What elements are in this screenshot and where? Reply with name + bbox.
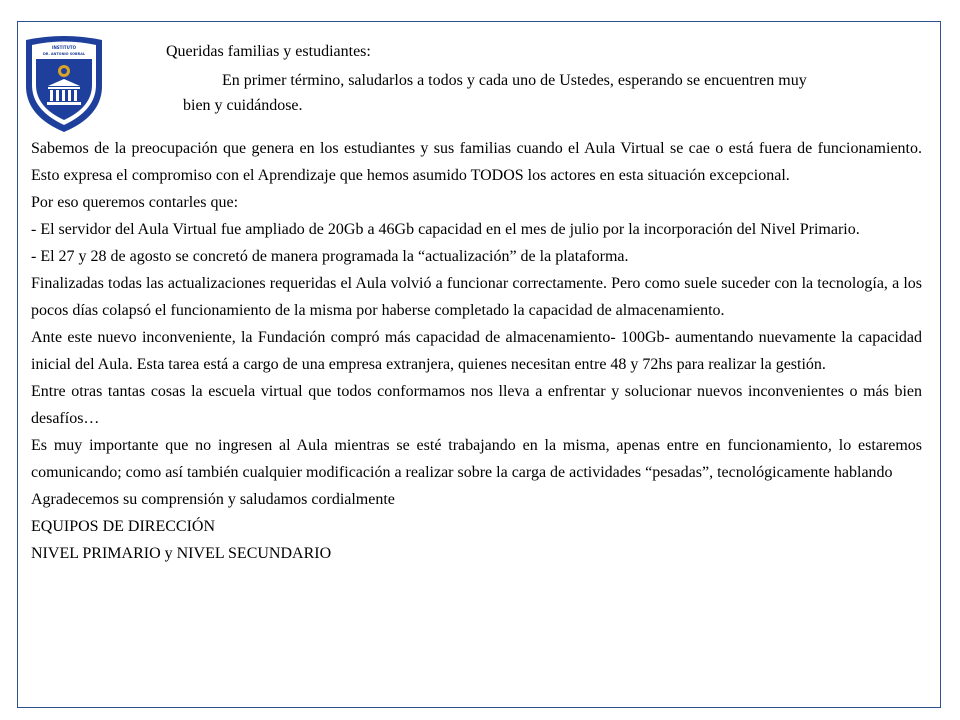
paragraph-intro-list: Por eso queremos contarles que: <box>31 194 239 211</box>
letter-intro-line2: bien y cuidándose. <box>183 97 303 114</box>
letter-greeting: Queridas familias y estudiantes: <box>166 43 371 60</box>
letter-closing: Agradecemos su comprensión y saludamos cordialmente <box>31 491 395 508</box>
signature-line2: NIVEL PRIMARIO y NIVEL SECUNDARIO <box>31 545 332 562</box>
paragraph-challenges: Entre otras tantas cosas la escuela virtual que todos conformamos nos lleva a enfrentar y solucionar nuevos inconvenientes o más bien desafíos… <box>31 383 922 427</box>
letter-intro-line1: En primer término, saludarlos a todos y cada uno de Ustedes, esperando se encuentren muy <box>222 72 807 89</box>
paragraph-collapse: Finalizadas todas las actualizaciones requeridas el Aula volvió a funcionar correctamente. Pero como suele suceder con la tecnología, a los pocos días colapsó el funcionamiento de la misma por haberse completado la capacidad de almacenamiento. <box>31 275 922 319</box>
school-crest-logo <box>21 34 107 134</box>
paragraph-storage: Ante este nuevo inconveniente, la Fundación compró más capacidad de almacenamiento- 100Gb- aumentando nuevamente la capacidad inicial del Aula. Esta tarea está a cargo de una empresa extranjera, quienes necesitan entre 48 y 72hs para realizar la gestión. <box>31 329 922 373</box>
paragraph-warning: Es muy importante que no ingresen al Aula mientras se esté trabajando en la misma, apenas entre en funcionamiento, lo estaremos comunicando; como así también cualquier modificación a realizar sobre la carga de actividades “pesadas”, tecnológicamente hablando <box>31 437 922 481</box>
logo-line2: DR. ANTONIO SOBRAL <box>42 52 86 56</box>
list-item-update: - El 27 y 28 de agosto se concretó de manera programada la “actualización” de la plataforma. <box>31 248 629 265</box>
paragraph-concern: Sabemos de la preocupación que genera en los estudiantes y sus familias cuando el Aula Virtual se cae o está fuera de funcionamiento. Esto expresa el compromiso con el Aprendizaje que hemos asumido TODOS los actores en esta situación excepcional. <box>31 140 922 184</box>
signature-line1: EQUIPOS DE DIRECCIÓN <box>31 518 215 535</box>
letter-body <box>31 135 922 567</box>
list-item-server: - El servidor del Aula Virtual fue ampliado de 20Gb a 46Gb capacidad en el mes de julio por la incorporación del Nivel Primario. <box>31 221 860 238</box>
logo-line1: INSTITUTO <box>51 45 77 50</box>
